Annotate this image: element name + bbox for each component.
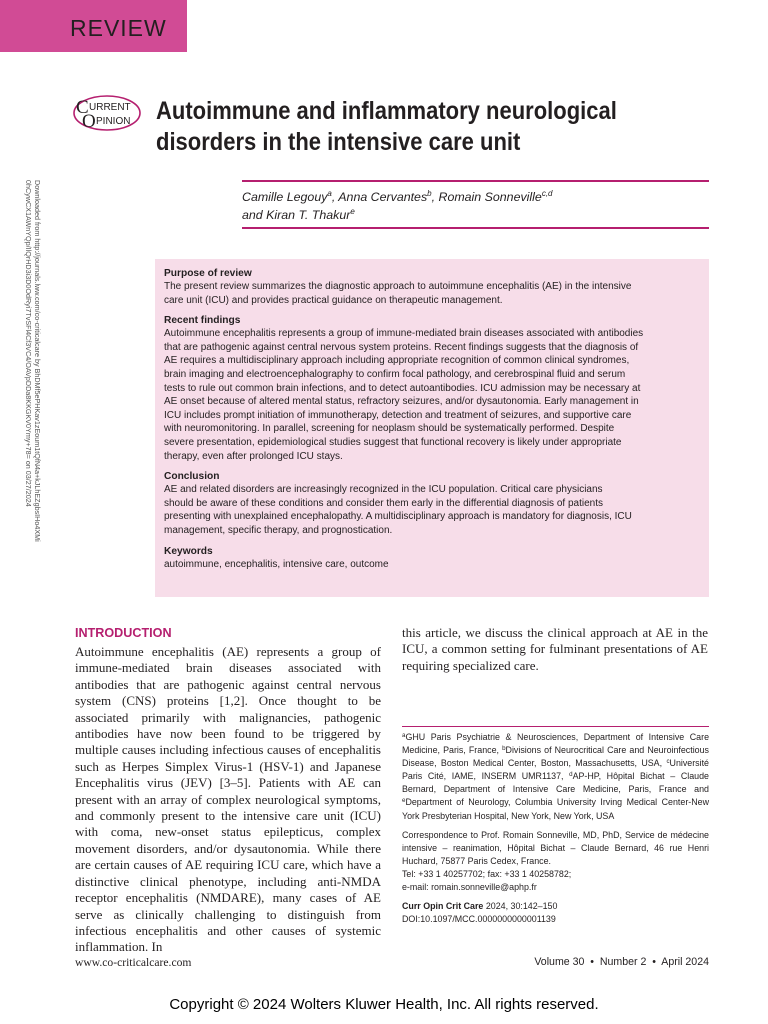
conclusion-heading: Conclusion [164,471,220,483]
introduction-heading: INTRODUCTION [75,626,172,640]
conclusion-text: AE and related disorders are increasingly recognized in the ICU population. Critical care physicians should be aware of these conditions and consider them early in the differential diagnosis of patients presenting with unexplained encephalopathy. A multidisciplinary approach is mandatory for diagnosis, ICU management, specific therapy, and prognostication. [164,484,632,536]
purpose-text: The present review summarizes the diagnostic approach to autoimmune encephalitis (AE) in the intensive care unit (ICU) and provides practical guidance on therapeutic management. [164,281,632,306]
affiliations-block [402,731,709,926]
author-list: Camille Legouy$^a$, Anna Cervantes$^b$, Romain Sonneville$^{c,d}$ and Kiran T. Thakur$^e$ [242,189,553,222]
title-line-2: disorders in the intensive care unit [156,128,521,156]
author-4: Kiran T. Thakur [266,208,351,222]
authors-top-rule [242,180,709,182]
author-2: Anna Cervantes [338,190,428,204]
findings-heading: Recent findings [164,315,241,327]
affiliations-rule [402,726,709,727]
citation: Curr Opin Crit Care 2024, 30:142–150 DOI:10.1097/MCC.0000000000001139 [402,901,558,925]
findings-text: Autoimmune encephalitis represents a group of immune-mediated brain diseases associated with antibodies that are pathogenic against central nervous system proteins. Recent findings suggests that the diagnosis of AE requires a multidisciplinary approach including appropriate recognition of common clinical syndromes, brain imaging and electroencephalography to confirm focal pathology, and cerebrospinal fluid and serum tests to rule out common brain infections, and to detect autoantibodies. ICU admission may be necessary at AE onset because of altered mental status, refractory seizures, and/or dysautonomia. Early management in ICU includes prompt initiation of immunotherapy, detection and treatment of seizures, and supportive care with neuromonitoring. In parallel, screening for neoplasm should be systematically performed. Despite severe presentation, epidemiological studies suggest that functional recovery is likely under appropriate therapy, even after prolonged ICU stays. [164,328,644,462]
correspondence: Correspondence to Prof. Romain Sonneville, MD, PhD, Service de médecine intensive – reanimation, Hôpital Bichat – Claude Bernard, 46 rue Henri Huchard, 75877 Paris Cedex, France. Tel: +33 1 40257702; fax: +33 1 40258782; e-mail: romain.sonneville@aphp.fr [402,829,709,893]
download-watermark: Downloaded from http://journals.lww.com/co-criticalcare by BhDMf5ePHKav1zEoum1tQfN4a+kJLhEZgbsIHo4XMi 0hCywCX1AWnYQp/IlQrHD3i3D0OdRyi7TvSFl4Cf3VC4/OAVpDDa8KKGKV0Ymy+78= on 03/27/2024 [23,180,42,542]
logo-line2: PINION [96,116,131,127]
author-1: Camille Legouy [242,190,328,204]
journal-name: Curr Opin Crit Care [402,901,484,912]
article-title [156,96,649,158]
purpose-heading: Purpose of review [164,268,252,279]
svg-text:C: C [76,97,89,118]
svg-text:O: O [82,111,96,132]
author-3: Romain Sonneville [438,190,542,204]
logo-line1: URRENT [89,102,131,113]
review-section-tab [0,0,187,52]
introduction-left-column [75,624,381,956]
footer-url[interactable]: www.co-criticalcare.com [75,956,192,969]
doi[interactable]: DOI:10.1097/MCC.0000000000001139 [402,914,556,925]
title-line-1: Autoimmune and inflammatory neurological [156,97,617,125]
abstract-box [155,259,709,597]
introduction-text-left: Autoimmune encephalitis (AE) represents a group of immune-mediated brain diseases associated with antibodies that are pathogenic against central nervous system (CNS) proteins [1,2]. Once thought to be associated primarily with malignancies, pathogenic antibodies have now been found to be triggered by multiple causes including infectious causes of encephalitis such as Herpes Simplex Virus-1 (HSV-1) and Japanese Encephalitis virus (JEV) [3–5]. Patients with AE can present with an array of complex neurological symptoms, and commonly present to the intensive care unit (ICU) with coma, new-onset status epilepticus, complex movement disorders, and/or dysautonomia. While there are certain causes of AE requiring ICU care, which have a distinctive clinical phenotype, including anti-NMDA receptor encephalitis (NMDARE), many cases of AE serve as clinically challenging to distinguish from infectious encephalitis and other causes of systemic inflammation. In [75,644,381,955]
copyright-notice: Copyright © 2024 Wolters Kluwer Health, Inc. All rights reserved. [169,996,599,1013]
contact-email[interactable]: e-mail: romain.sonneville@aphp.fr [402,882,537,893]
footer-volume: Volume 30 • Number 2 • April 2024 [534,956,709,968]
review-label: REVIEW [70,15,167,41]
introduction-text-right: this article, we discuss the clinical approach at AE in the ICU, a common setting for fulminant presentations of AE requiring specialized care. [402,625,708,673]
introduction-right-column [402,625,708,674]
affiliation-list: $^a$GHU Paris Psychiatrie & Neurosciences, Department of Intensive Care Medicine, Paris, France, $^b$Divisions of Neurocritical Care and Neuroinfectious Disease, Boston Medical Center, Boston, Massachusetts, USA, $^c$Université Paris Cité, IAME, INSERM UMR1137, $^d$AP-HP, Hôpital Bichat – Claude Bernard, Department of Intensive Care Medicine, Paris, France and $^e$Department of Neurology, Columbia University Irving Medical Center-New York Presbyterian Hospital, New York, New York, USA [402,732,709,821]
keywords-text: autoimmune, encephalitis, intensive care, outcome [164,558,389,570]
authors-bottom-rule [242,227,709,229]
keywords-heading: Keywords [164,545,213,557]
current-opinion-logo [72,94,142,132]
contact-phone: Tel: +33 1 40257702; fax: +33 1 40258782; [402,868,572,879]
